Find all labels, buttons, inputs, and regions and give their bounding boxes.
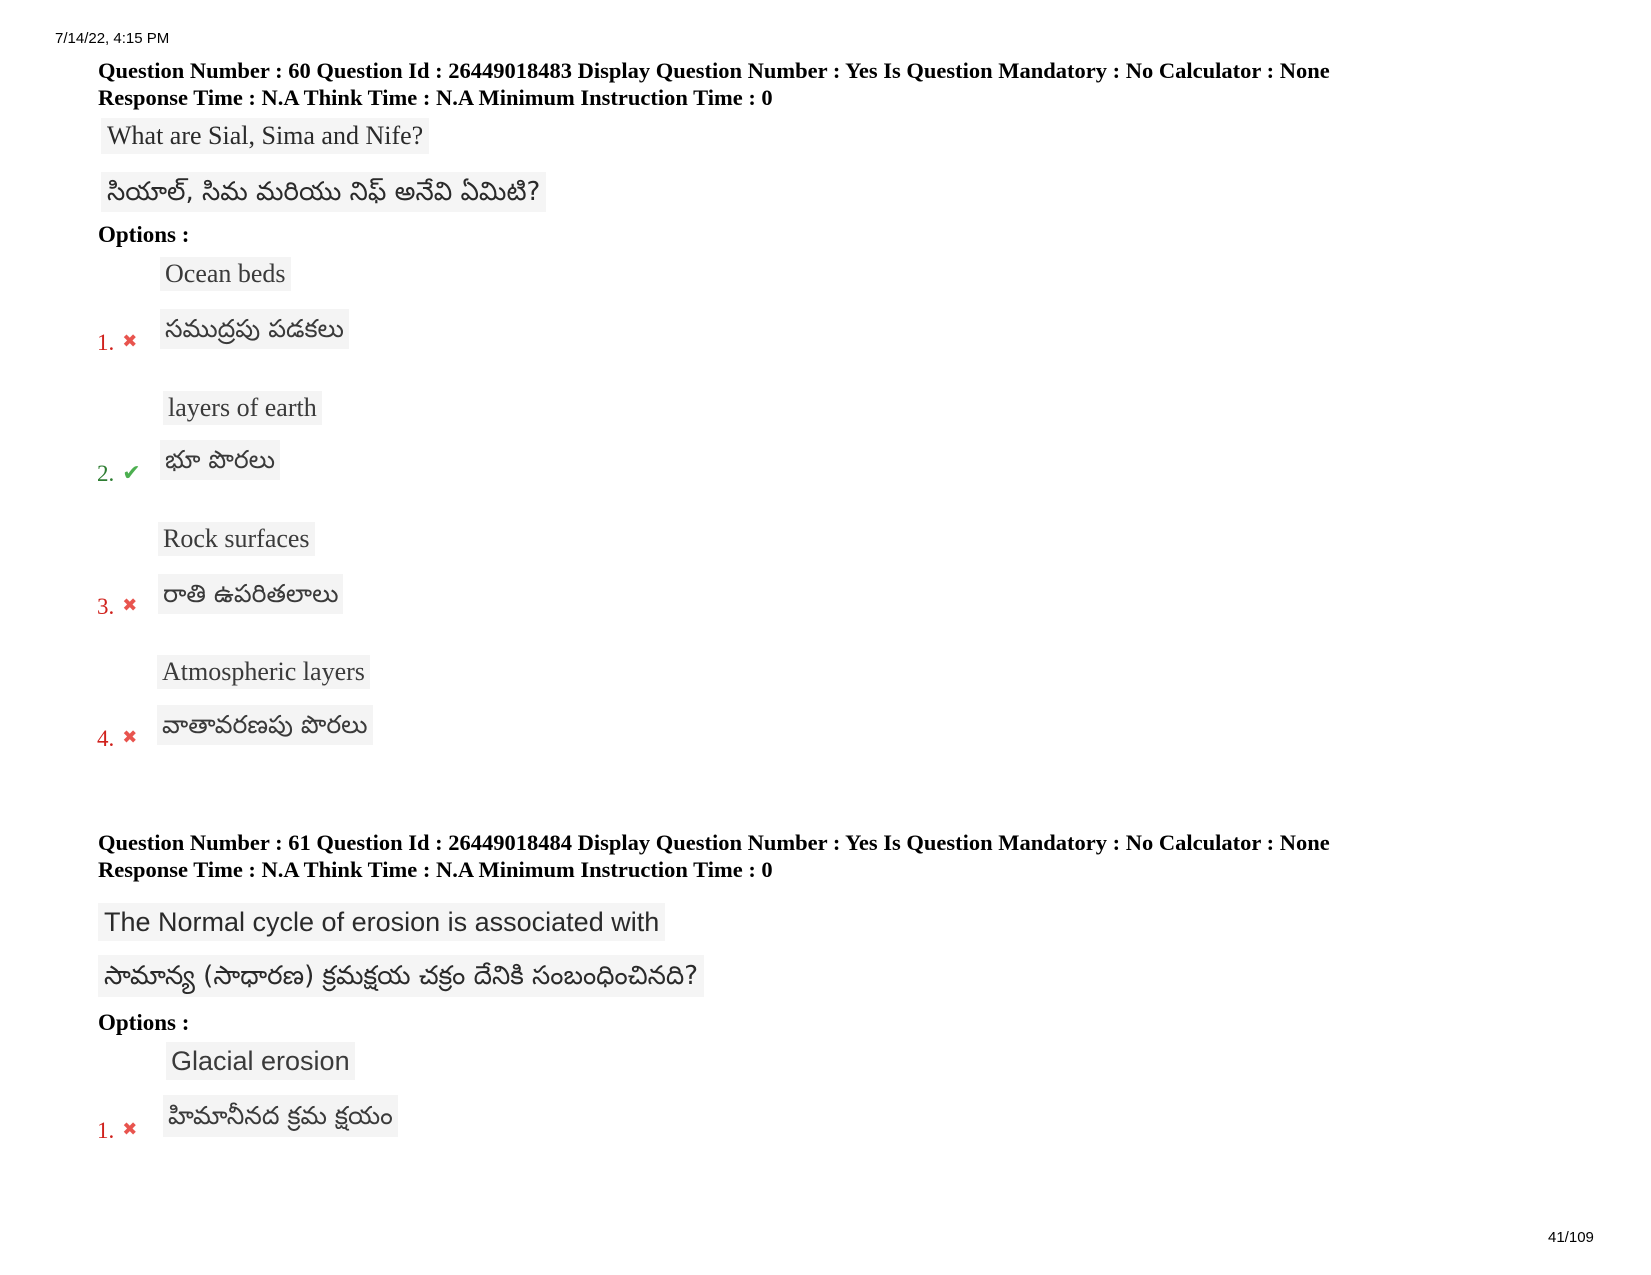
cross-icon: ✖ [122,727,138,747]
option-number [97,594,137,620]
option-text-telugu: హిమానీనద క్రమ క్షయం [163,1095,398,1137]
option-number [97,1118,137,1144]
options-label: Options : [98,1010,190,1035]
option-text-english: Rock surfaces [158,522,315,556]
option-number-label: 1. [97,330,115,355]
print-timestamp: 7/14/22, 4:15 PM [55,30,170,47]
option-number-label: 4. [97,726,115,751]
question-text-english: What are Sial, Sima and Nife? [101,118,429,154]
option-text-telugu: రాతి ఉపరితలాలు [158,574,343,614]
cross-icon: ✖ [122,1119,138,1139]
option-text-english: Ocean beds [160,257,291,291]
options-label: Options : [98,222,190,247]
option-number-label: 1. [97,1118,115,1143]
option-number-label: 2. [97,461,115,486]
page-counter: 41/109 [1548,1229,1594,1246]
check-icon: ✔ [122,460,141,485]
cross-icon: ✖ [122,331,138,351]
option-number [97,460,141,487]
question-meta-line2: Response Time : N.A Think Time : N.A Minimum Instruction Time : 0 [98,857,773,882]
question-text-english: The Normal cycle of erosion is associated with [98,903,665,941]
option-text-english: layers of earth [163,391,322,425]
option-number-label: 3. [97,594,115,619]
question-text-telugu: సియాల్, సిమ మరియు నిఫ్ అనేవి ఏమిటి? [101,172,546,212]
option-text-telugu: వాతావరణపు పొరలు [157,705,373,745]
option-number [97,330,137,356]
question-meta-line1: Question Number : 60 Question Id : 26449018483 Display Question Number : Yes Is Question Mandatory : No Calculator : None [98,58,1330,83]
question-meta-line1: Question Number : 61 Question Id : 26449018484 Display Question Number : Yes Is Question Mandatory : No Calculator : None [98,830,1330,855]
option-text-telugu: సముద్రపు పడకలు [160,309,349,349]
question-text-telugu: సామాన్య (సాధారణ) క్రమక్షయ చక్రం దేనికి సంబంధించినది? [98,955,704,997]
cross-icon: ✖ [122,595,138,615]
option-text-english: Atmospheric layers [157,655,370,689]
option-number [97,726,137,752]
question-meta-line2: Response Time : N.A Think Time : N.A Minimum Instruction Time : 0 [98,85,773,110]
option-text-telugu: భూ పొరలు [160,440,280,480]
option-text-english: Glacial erosion [166,1042,355,1080]
